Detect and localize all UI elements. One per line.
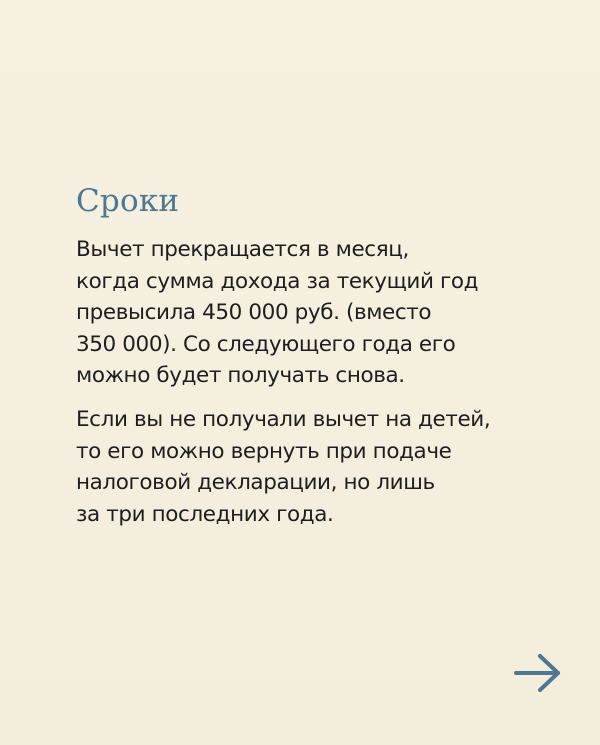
text-line: Если вы не получали вычет на детей, [76,407,491,432]
text-line: когда сумма дохода за текущий год [76,268,479,294]
arrow-right-icon [512,651,564,695]
text-line: налоговой декларации, но лишь [76,470,435,495]
text-line: превысила 450 000 руб. (вместо [76,300,432,325]
section-heading: Сроки [76,183,180,219]
text-line: Вычет прекращается в месяц, [76,237,409,262]
text-line: 350 000). Со следующего года его [76,331,456,357]
text-line: за три последних года. [76,501,334,527]
text-line: можно будет получать снова. [76,363,405,388]
next-slide-button[interactable] [512,651,564,695]
paragraph-refund-info [76,404,490,530]
text-line: то его можно вернуть при подаче [76,438,452,464]
paragraph-deduction-termination [76,234,478,392]
